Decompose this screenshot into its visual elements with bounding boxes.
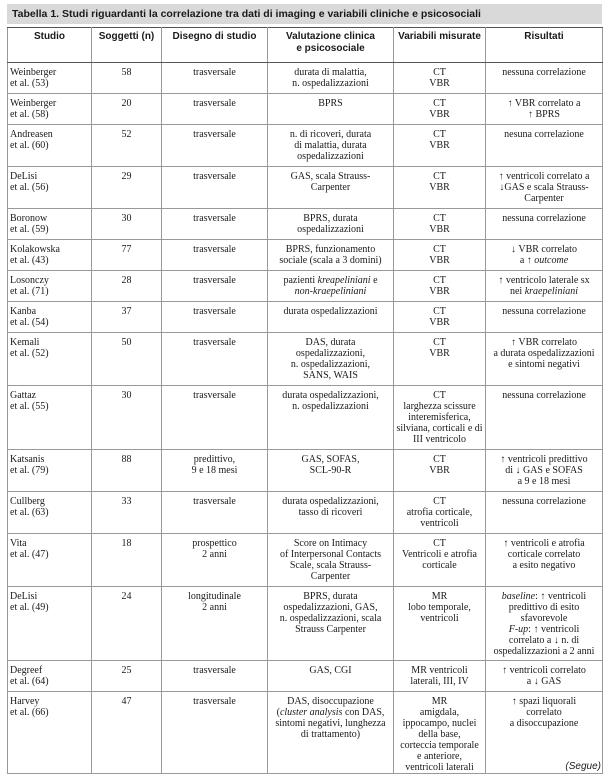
cell-study: Andreasen et al. (60) (8, 125, 92, 167)
table-row (8, 302, 603, 333)
cell-design: trasversale (162, 240, 268, 271)
cell-n: 24 (92, 587, 162, 661)
cell-clinical: BPRS (268, 94, 394, 125)
cell-n: 20 (92, 94, 162, 125)
cell-clinical: DAS, disoccupazione (cluster analysis con DAS, sintomi negativi, lunghezza di trattamento) (268, 692, 394, 774)
cell-study: Weinberger et al. (58) (8, 94, 92, 125)
cell-n: 37 (92, 302, 162, 333)
cell-vars: MR lobo temporale, ventricoli (394, 587, 486, 661)
cell-vars: MR amigdala, ippocampo, nuclei della base, corteccia temporale e anteriore, ventricoli laterali (394, 692, 486, 774)
cell-study: Degreef et al. (64) (8, 661, 92, 692)
cell-vars: CT VBR (394, 94, 486, 125)
cell-vars: MR ventricoli laterali, III, IV (394, 661, 486, 692)
cell-n: 77 (92, 240, 162, 271)
cell-clinical: BPRS, durata ospedalizzazioni, GAS, n. ospedalizzazioni, scala Strauss Carpenter (268, 587, 394, 661)
cell-vars: CT VBR (394, 333, 486, 386)
cell-clinical: durata ospedalizzazioni, n. ospedalizzazioni (268, 386, 394, 450)
header-valutazione: Valutazione clinica e psicosociale (268, 28, 394, 63)
cell-results: ↑ VBR correlato a ↑ BPRS (486, 94, 603, 125)
cell-n: 47 (92, 692, 162, 774)
table-row (8, 450, 603, 492)
cell-n: 18 (92, 534, 162, 587)
cell-results: ↓ VBR correlato a ↑ outcome (486, 240, 603, 271)
cell-clinical: BPRS, durata ospedalizzazioni (268, 209, 394, 240)
table-row (8, 661, 603, 692)
cell-results: baseline: ↑ ventricoli predittivo di esito sfavorevole F-up: ↑ ventricoli correlato a ↓ n. di ospedalizzazioni a 2 anni (486, 587, 603, 661)
cell-design: trasversale (162, 333, 268, 386)
table-row (8, 94, 603, 125)
cell-study: Katsanis et al. (79) (8, 450, 92, 492)
table-row (8, 386, 603, 450)
table-row (8, 587, 603, 661)
cell-clinical: durata ospedalizzazioni, tasso di ricoveri (268, 492, 394, 534)
cell-study: Harvey et al. (66) (8, 692, 92, 774)
table-row (8, 240, 603, 271)
cell-results: nesuna correlazione (486, 125, 603, 167)
cell-study: Losonczy et al. (71) (8, 271, 92, 302)
cell-design: trasversale (162, 125, 268, 167)
cell-study: Weinberger et al. (53) (8, 63, 92, 94)
cell-design: trasversale (162, 492, 268, 534)
cell-n: 29 (92, 167, 162, 209)
cell-design: trasversale (162, 692, 268, 774)
cell-n: 33 (92, 492, 162, 534)
header-risultati: Risultati (486, 28, 603, 63)
cell-study: Kanba et al. (54) (8, 302, 92, 333)
cell-results: nessuna correlazione (486, 63, 603, 94)
header-disegno: Disegno di studio (162, 28, 268, 63)
table-row (8, 167, 603, 209)
cell-design: trasversale (162, 661, 268, 692)
cell-clinical: GAS, SOFAS, SCL-90-R (268, 450, 394, 492)
cell-design: trasversale (162, 302, 268, 333)
cell-study: Boronow et al. (59) (8, 209, 92, 240)
cell-n: 28 (92, 271, 162, 302)
cell-clinical: n. di ricoveri, durata di malattia, durata ospedalizzazioni (268, 125, 394, 167)
cell-study: Gattaz et al. (55) (8, 386, 92, 450)
table-row (8, 209, 603, 240)
table-row (8, 692, 603, 774)
cell-clinical: durata ospedalizzazioni (268, 302, 394, 333)
cell-vars: CT larghezza scissure interemisferica, silviana, corticali e di III ventricolo (394, 386, 486, 450)
cell-results: nessuna correlazione (486, 492, 603, 534)
cell-results: ↑ ventricoli e atrofia corticale correlato a esito negativo (486, 534, 603, 587)
cell-results: ↑ spazi liquorali correlato a disoccupazione (486, 692, 603, 774)
cell-results: nessuna correlazione (486, 302, 603, 333)
cell-vars: CT Ventricoli e atrofia corticale (394, 534, 486, 587)
cell-study: Kolakowska et al. (43) (8, 240, 92, 271)
cell-vars: CT VBR (394, 63, 486, 94)
cell-n: 30 (92, 386, 162, 450)
table-row (8, 333, 603, 386)
cell-results: ↑ ventricolo laterale sx nei kraepeliniani (486, 271, 603, 302)
continued-note: (Segue) (565, 761, 601, 772)
header-soggetti: Soggetti (n) (92, 28, 162, 63)
cell-clinical: GAS, scala Strauss- Carpenter (268, 167, 394, 209)
cell-vars: CT VBR (394, 450, 486, 492)
cell-design: trasversale (162, 94, 268, 125)
cell-n: 58 (92, 63, 162, 94)
cell-results: ↑ ventricoli predittivo di ↓ GAS e SOFAS a 9 e 18 mesi (486, 450, 603, 492)
cell-vars: CT VBR (394, 302, 486, 333)
cell-vars: CT atrofia corticale, ventricoli (394, 492, 486, 534)
cell-clinical: durata di malattia, n. ospedalizzazioni (268, 63, 394, 94)
cell-vars: CT VBR (394, 240, 486, 271)
cell-clinical: BPRS, funzionamento sociale (scala a 3 domini) (268, 240, 394, 271)
cell-study: DeLisi et al. (56) (8, 167, 92, 209)
cell-design: trasversale (162, 167, 268, 209)
cell-n: 50 (92, 333, 162, 386)
table-row (8, 492, 603, 534)
table-row (8, 271, 603, 302)
cell-vars: CT VBR (394, 125, 486, 167)
studies-table (7, 27, 603, 774)
header-variabili: Variabili misurate (394, 28, 486, 63)
cell-n: 30 (92, 209, 162, 240)
cell-results: nessuna correlazione (486, 386, 603, 450)
cell-n: 25 (92, 661, 162, 692)
cell-results: ↑ ventricoli correlato a ↓GAS e scala Strauss- Carpenter (486, 167, 603, 209)
cell-n: 52 (92, 125, 162, 167)
table-row (8, 63, 603, 94)
header-studio: Studio (8, 28, 92, 63)
cell-clinical: Score on Intimacy of Interpersonal Contacts Scale, scala Strauss- Carpenter (268, 534, 394, 587)
cell-study: Vita et al. (47) (8, 534, 92, 587)
cell-clinical: DAS, durata ospedalizzazioni, n. ospedalizzazioni, SANS, WAIS (268, 333, 394, 386)
cell-results: ↑ ventricoli correlato a ↓ GAS (486, 661, 603, 692)
cell-clinical: GAS, CGI (268, 661, 394, 692)
cell-study: DeLisi et al. (49) (8, 587, 92, 661)
cell-design: longitudinale 2 anni (162, 587, 268, 661)
cell-vars: CT VBR (394, 271, 486, 302)
cell-study: Kemali et al. (52) (8, 333, 92, 386)
cell-design: trasversale (162, 63, 268, 94)
header-row (8, 28, 603, 63)
cell-design: trasversale (162, 209, 268, 240)
table-row (8, 125, 603, 167)
cell-design: trasversale (162, 386, 268, 450)
cell-design: prospettico 2 anni (162, 534, 268, 587)
cell-design: predittivo, 9 e 18 mesi (162, 450, 268, 492)
cell-results: ↑ VBR correlato a durata ospedalizzazioni e sintomi negativi (486, 333, 603, 386)
table-caption: Tabella 1. Studi riguardanti la correlazione tra dati di imaging e variabili cliniche e psicosociali (7, 4, 602, 24)
table-row (8, 534, 603, 587)
cell-results: nessuna correlazione (486, 209, 603, 240)
cell-study: Cullberg et al. (63) (8, 492, 92, 534)
cell-vars: CT VBR (394, 167, 486, 209)
cell-clinical: pazienti kreapeliniani e non-kraepeliniani (268, 271, 394, 302)
cell-n: 88 (92, 450, 162, 492)
cell-design: trasversale (162, 271, 268, 302)
cell-vars: CT VBR (394, 209, 486, 240)
